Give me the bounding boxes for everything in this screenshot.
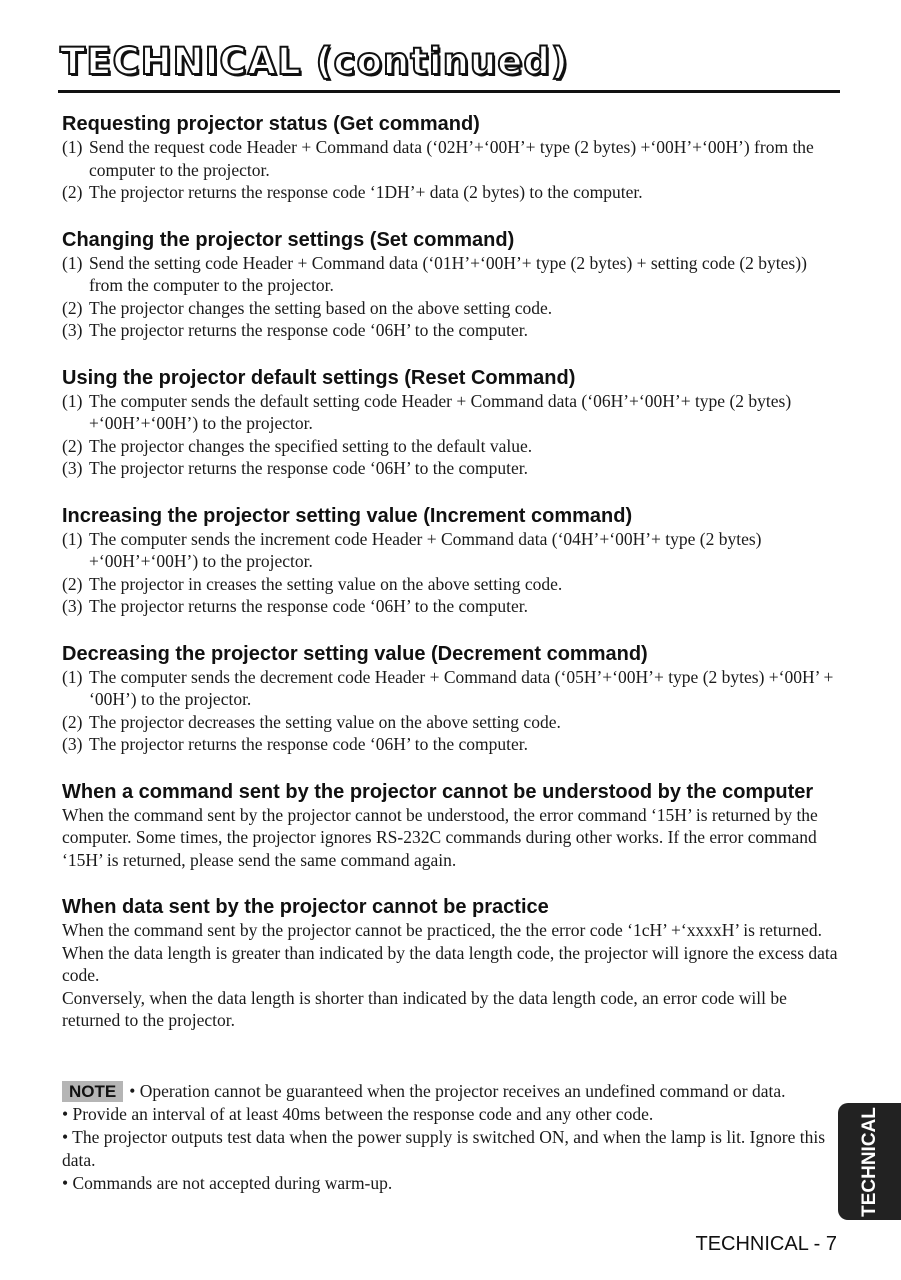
page-footer: TECHNICAL - 7 (695, 1233, 837, 1255)
item-number: (2) (62, 182, 83, 202)
page-title: TECHNICAL (continued) (60, 40, 569, 83)
section-get-command (62, 112, 840, 204)
list-item (62, 666, 840, 711)
section-error-command (62, 780, 840, 872)
note-block (62, 1080, 840, 1195)
item-text: The projector changes the setting based on the above setting code. (89, 297, 553, 318)
list-item (62, 435, 840, 458)
list-item (62, 390, 840, 435)
paragraph: When the command sent by the projector cannot be understood, the error command ‘15H’ is returned by the computer. Some times, the projector ignores RS-232C commands during other works. If the error command ‘15H’ is returned, please send the same command again. (62, 804, 818, 870)
section-heading: Requesting projector status (Get command) (62, 113, 480, 135)
main-content (62, 112, 840, 1056)
list-item (62, 181, 840, 204)
item-number: (1) (62, 528, 83, 549)
item-text: The projector returns the response code ‘06H’ to the computer. (89, 734, 528, 754)
section-heading: Using the projector default settings (Reset Command) (62, 366, 576, 389)
item-number: (2) (62, 711, 83, 732)
item-number: (1) (62, 252, 83, 273)
list-item (62, 573, 840, 596)
list-item (62, 319, 840, 342)
note-first-line (62, 1080, 840, 1103)
item-text: The computer sends the decrement code Header + Command data (‘05H’+‘00H’+ type (2 bytes) +‘00H’ + ‘00H’) to the projector. (89, 666, 834, 709)
item-number: (2) (62, 573, 83, 594)
note-badge: NOTE (62, 1081, 123, 1102)
list-item (62, 297, 840, 320)
paragraph: When the data length is greater than indicated by the data length code, the projector will ignore the excess data code. (62, 942, 838, 985)
item-number: (3) (62, 320, 83, 340)
list-item (62, 252, 840, 297)
item-text: Send the request code Header + Command data (‘02H’+‘00H’+ type (2 bytes) +‘00H’+‘00H’) from the computer to the projector. (89, 137, 814, 180)
side-tab (838, 1103, 901, 1220)
note-text: • Operation cannot be guaranteed when the projector receives an undefined command or data. (129, 1081, 786, 1101)
item-number: (1) (62, 137, 83, 157)
list-item (62, 136, 840, 181)
item-number: (1) (62, 390, 83, 411)
note-line: • Commands are not accepted during warm-up. (62, 1173, 393, 1193)
list-item (62, 595, 840, 618)
item-number: (3) (62, 596, 83, 616)
item-text: The projector returns the response code ‘06H’ to the computer. (89, 458, 528, 478)
section-practice-error (62, 895, 840, 1032)
section-increment-command (62, 504, 840, 618)
item-text: The computer sends the default setting code Header + Command data (‘06H’+‘00H’+ type (2 bytes) +‘00H’+‘00H’) to the projector. (89, 390, 792, 433)
paragraph: When the command sent by the projector cannot be practiced, the the error code ‘1cH’ +‘xxxxH’ is returned. (62, 920, 822, 940)
item-text: The projector changes the specified setting to the default value. (89, 435, 533, 456)
item-number: (3) (62, 458, 83, 478)
section-heading: Decreasing the projector setting value (Decrement command) (62, 642, 648, 665)
side-tab-label: TECHNICAL (858, 1106, 880, 1217)
note-line: • The projector outputs test data when the power supply is switched ON, and when the lamp is lit. Ignore this data. (62, 1127, 826, 1170)
item-number: (3) (62, 734, 83, 754)
note-line: • Provide an interval of at least 40ms between the response code and any other code. (62, 1104, 654, 1124)
list-item (62, 733, 840, 756)
item-text: The projector decreases the setting value on the above setting code. (89, 711, 561, 732)
item-text: The projector in creases the setting value on the above setting code. (89, 573, 563, 594)
paragraph: Conversely, when the data length is shorter than indicated by the data length code, an error code will be returned to the projector. (62, 987, 787, 1030)
item-text: The projector returns the response code ‘06H’ to the computer. (89, 596, 528, 616)
list-item (62, 457, 840, 480)
section-heading: Changing the projector settings (Set command) (62, 228, 515, 251)
item-number: (2) (62, 435, 83, 456)
title-divider (58, 90, 840, 93)
item-text: The projector returns the response code ‘1DH’+ data (2 bytes) to the computer. (89, 182, 643, 202)
section-set-command (62, 228, 840, 342)
item-text: Send the setting code Header + Command data (‘01H’+‘00H’+ type (2 bytes) + setting code (2 bytes)) from the computer to the projector. (89, 252, 807, 295)
section-heading: Increasing the projector setting value (Increment command) (62, 504, 633, 527)
item-text: The computer sends the increment code Header + Command data (‘04H’+‘00H’+ type (2 bytes) +‘00H’+‘00H’) to the projector. (89, 528, 762, 571)
section-reset-command (62, 366, 840, 480)
list-item (62, 711, 840, 734)
list-item (62, 528, 840, 573)
section-heading: When a command sent by the projector cannot be understood by the computer (62, 780, 814, 803)
item-text: The projector returns the response code ‘06H’ to the computer. (89, 320, 528, 340)
section-heading: When data sent by the projector cannot be practice (62, 896, 549, 918)
section-decrement-command (62, 642, 840, 756)
item-number: (1) (62, 666, 83, 687)
item-number: (2) (62, 297, 83, 318)
